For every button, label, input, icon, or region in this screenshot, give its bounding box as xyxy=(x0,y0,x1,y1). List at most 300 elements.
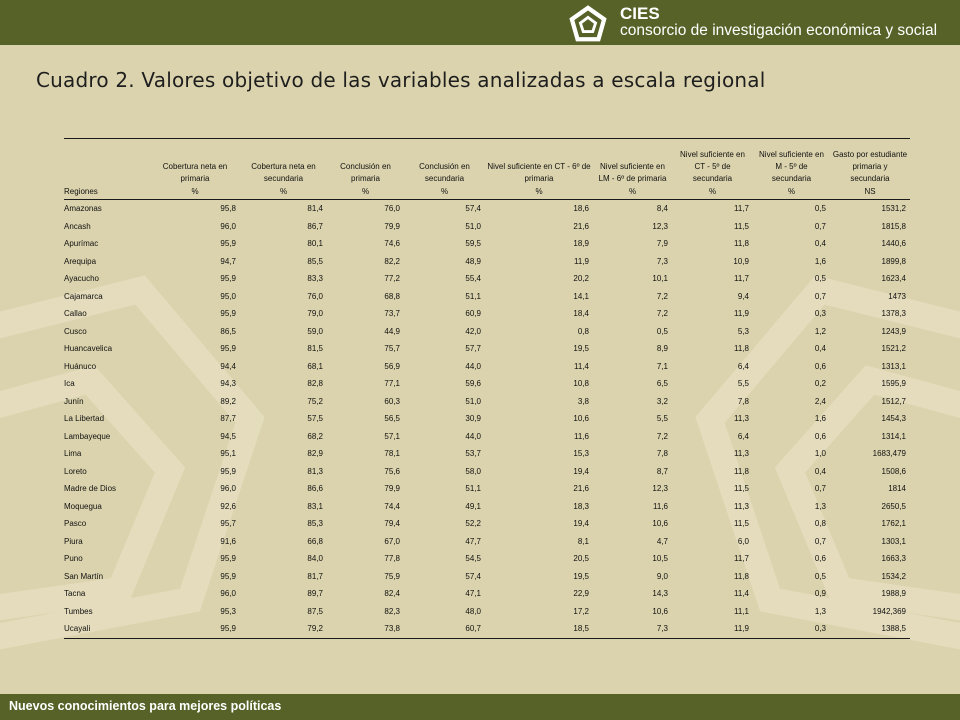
value-cell: 75,7 xyxy=(384,344,400,353)
value-cell: 57,5 xyxy=(307,414,323,423)
region-name-cell: San Martín xyxy=(64,571,104,581)
table-row xyxy=(64,515,910,533)
table-row xyxy=(64,323,910,341)
table-row xyxy=(64,358,910,376)
table-row xyxy=(64,620,910,638)
value-cell: 6,5 xyxy=(656,379,668,388)
value-cell: 15,3 xyxy=(573,449,589,458)
value-cell: 14,1 xyxy=(573,291,589,301)
value-cell: 57,4 xyxy=(465,571,481,581)
unit-cell: NS xyxy=(830,187,910,200)
value-cell: 44,0 xyxy=(465,361,481,371)
value-cell: 47,7 xyxy=(465,536,481,546)
value-cell: 12,3 xyxy=(652,484,668,493)
value-cell: 60,9 xyxy=(465,309,481,318)
value-cell: 17,2 xyxy=(573,606,589,616)
value-cell: 1512,7 xyxy=(881,396,906,406)
value-cell: 1521,2 xyxy=(881,344,906,353)
region-name-cell: Ancash xyxy=(64,221,91,231)
value-cell: 1531,2 xyxy=(881,204,906,213)
value-cell: 67,0 xyxy=(384,536,400,546)
footer-tagline: Nuevos conocimientos para mejores políticas xyxy=(9,699,282,713)
value-cell: 8,4 xyxy=(656,204,668,213)
region-name-cell: Ayacucho xyxy=(64,274,99,283)
table-row xyxy=(64,480,910,498)
value-cell: 82,9 xyxy=(307,449,323,458)
value-cell: 48,9 xyxy=(465,256,481,266)
value-cell: 68,2 xyxy=(307,431,323,441)
value-cell: 6,0 xyxy=(737,536,749,546)
value-cell: 6,4 xyxy=(737,361,749,371)
value-cell: 2650,5 xyxy=(881,501,906,511)
table-row xyxy=(64,253,910,271)
value-cell: 10,6 xyxy=(652,519,668,528)
value-cell: 94,3 xyxy=(220,379,236,388)
table-row xyxy=(64,218,910,236)
value-cell: 59,0 xyxy=(307,326,323,336)
table-row xyxy=(64,445,910,463)
value-cell: 7,3 xyxy=(593,620,672,638)
value-cell: 58,0 xyxy=(465,466,481,476)
region-name-cell: Arequipa xyxy=(64,256,97,266)
header-cell: Nivel suficiente en LM - 6º de primaria xyxy=(598,162,667,183)
value-cell: 0,5 xyxy=(656,326,668,336)
value-cell: 1595,9 xyxy=(881,379,906,388)
region-name-cell: Cajamarca xyxy=(64,291,103,301)
value-cell: 95,9 xyxy=(220,554,236,563)
value-cell: 57,7 xyxy=(465,344,481,353)
value-cell: 1,6 xyxy=(814,256,826,266)
value-cell: 77,1 xyxy=(384,379,400,388)
column-header-row xyxy=(64,149,910,187)
header-bar xyxy=(0,0,960,45)
region-name-cell: Ucayali xyxy=(64,620,150,638)
value-cell: 1314,1 xyxy=(881,431,906,441)
unit-cell: % xyxy=(327,187,404,200)
region-name-cell: Huancavelica xyxy=(64,344,113,353)
value-cell: 18,6 xyxy=(573,204,589,213)
value-cell: 11,4 xyxy=(574,361,589,371)
value-cell: 95,9 xyxy=(220,344,236,353)
value-cell: 1815,8 xyxy=(881,221,906,231)
value-cell: 11,5 xyxy=(734,519,749,528)
value-cell: 18,3 xyxy=(573,501,589,511)
region-name-cell: Amazonas xyxy=(64,204,102,213)
value-cell: 0,5 xyxy=(814,571,826,581)
header-cell: Nivel suficiente en CT - 6º de primaria xyxy=(487,162,591,183)
value-cell: 95,9 xyxy=(150,620,240,638)
value-cell: 1623,4 xyxy=(881,274,906,283)
value-cell: 94,7 xyxy=(220,256,236,266)
value-cell: 11,8 xyxy=(734,239,749,248)
value-cell: 79,9 xyxy=(384,484,400,493)
value-cell: 94,4 xyxy=(220,361,236,371)
value-cell: 11,7 xyxy=(734,554,749,563)
value-cell: 9,0 xyxy=(656,571,668,581)
value-cell: 3,2 xyxy=(656,396,668,406)
value-cell: 18,9 xyxy=(573,239,589,248)
region-name-cell: Tacna xyxy=(64,589,86,598)
value-cell: 11,7 xyxy=(734,204,749,213)
table-top-rule xyxy=(64,138,910,139)
header-cell: Nivel suficiente en M - 5º de secundaria xyxy=(759,150,824,183)
value-cell: 73,7 xyxy=(384,309,400,318)
table-row xyxy=(64,270,910,288)
value-cell: 52,2 xyxy=(465,519,481,528)
footer-bar xyxy=(0,694,960,720)
value-cell: 79,4 xyxy=(384,519,400,528)
value-cell: 68,1 xyxy=(307,361,323,371)
value-cell: 19,4 xyxy=(573,466,589,476)
value-cell: 1508,6 xyxy=(881,466,906,476)
value-cell: 0,6 xyxy=(814,554,826,563)
value-cell: 1454,3 xyxy=(881,414,906,423)
value-cell: 76,0 xyxy=(384,204,400,213)
value-cell: 19,5 xyxy=(573,571,589,581)
region-name-cell: Piura xyxy=(64,536,83,546)
value-cell: 8,7 xyxy=(656,466,668,476)
value-cell: 0,4 xyxy=(814,466,826,476)
value-cell: 1378,3 xyxy=(881,309,906,318)
header-cell: Conclusión en primaria xyxy=(340,162,391,183)
value-cell: 0,8 xyxy=(814,519,826,528)
value-cell: 53,7 xyxy=(465,449,481,458)
value-cell: 0,7 xyxy=(814,291,826,301)
value-cell: 18,5 xyxy=(485,620,593,638)
value-cell: 4,7 xyxy=(656,536,668,546)
value-cell: 8,9 xyxy=(656,344,668,353)
value-cell: 10,5 xyxy=(652,554,668,563)
region-name-cell: Apurímac xyxy=(64,239,99,248)
value-cell: 11,9 xyxy=(574,256,589,266)
value-cell: 20,5 xyxy=(573,554,589,563)
value-cell: 1,0 xyxy=(814,449,826,458)
value-cell: 81,3 xyxy=(307,466,323,476)
value-cell: 95,3 xyxy=(220,606,236,616)
value-cell: 59,6 xyxy=(465,379,481,388)
table-row xyxy=(64,585,910,603)
value-cell: 68,8 xyxy=(384,291,400,301)
table-row xyxy=(64,568,910,586)
value-cell: 1942,369 xyxy=(872,606,906,616)
table-body xyxy=(64,200,910,639)
header-cell: Nivel suficiente en CT - 5º de secundaria xyxy=(680,150,745,183)
value-cell: 0,7 xyxy=(814,221,826,231)
regional-targets-table xyxy=(64,149,910,639)
value-cell: 95,1 xyxy=(220,449,236,458)
value-cell: 30,9 xyxy=(465,414,481,423)
value-cell: 44,9 xyxy=(384,326,400,336)
value-cell: 1814 xyxy=(888,484,906,493)
region-name-cell: La Libertad xyxy=(64,414,105,423)
table-row xyxy=(64,410,910,428)
table-row xyxy=(64,428,910,446)
pentagon-logo-icon xyxy=(569,5,607,43)
table-row xyxy=(64,340,910,358)
value-cell: 89,2 xyxy=(220,396,236,406)
value-cell: 77,8 xyxy=(384,554,400,563)
value-cell: 5,5 xyxy=(737,379,749,388)
unit-cell: % xyxy=(240,187,327,200)
value-cell: 19,4 xyxy=(573,519,589,528)
value-cell: 1988,9 xyxy=(881,589,906,598)
value-cell: 81,7 xyxy=(307,571,323,581)
region-name-cell: Huánuco xyxy=(64,361,97,371)
value-cell: 75,2 xyxy=(307,396,323,406)
value-cell: 0,3 xyxy=(753,620,830,638)
value-cell: 11,7 xyxy=(734,274,749,283)
value-cell: 22,9 xyxy=(573,589,589,598)
value-cell: 56,5 xyxy=(384,414,400,423)
unit-cell: % xyxy=(404,187,485,200)
value-cell: 11,9 xyxy=(734,309,749,318)
value-cell: 49,1 xyxy=(465,501,481,511)
value-cell: 1440,6 xyxy=(881,239,906,248)
value-cell: 10,6 xyxy=(652,606,668,616)
value-cell: 19,5 xyxy=(573,344,589,353)
header-cell: Cobertura neta en primaria xyxy=(162,162,228,183)
value-cell: 51,1 xyxy=(465,484,481,493)
value-cell: 96,0 xyxy=(220,484,236,493)
value-cell: 11,3 xyxy=(734,414,749,423)
value-cell: 11,8 xyxy=(734,466,749,476)
table-row xyxy=(64,393,910,411)
value-cell: 1473 xyxy=(888,291,906,301)
value-cell: 74,6 xyxy=(384,239,400,248)
value-cell: 95,8 xyxy=(220,204,236,213)
value-cell: 11,4 xyxy=(734,589,749,598)
value-cell: 59,5 xyxy=(465,239,481,248)
value-cell: 0,4 xyxy=(814,344,826,353)
value-cell: 95,9 xyxy=(220,466,236,476)
value-cell: 1303,1 xyxy=(881,536,906,546)
region-name-cell: Lima xyxy=(64,449,82,458)
value-cell: 10,9 xyxy=(733,256,749,266)
value-cell: 0,6 xyxy=(814,431,826,441)
value-cell: 89,7 xyxy=(307,589,323,598)
value-cell: 57,1 xyxy=(384,431,400,441)
value-cell: 0,8 xyxy=(577,326,589,336)
value-cell: 8,1 xyxy=(577,536,589,546)
value-cell: 95,9 xyxy=(220,239,236,248)
table-row xyxy=(64,533,910,551)
value-cell: 51,0 xyxy=(465,396,481,406)
value-cell: 82,4 xyxy=(384,589,400,598)
region-name-cell: Tumbes xyxy=(64,606,93,616)
value-cell: 80,1 xyxy=(307,239,323,248)
unit-cell: % xyxy=(672,187,753,200)
value-cell: 57,4 xyxy=(465,204,481,213)
value-cell: 6,4 xyxy=(737,431,749,441)
header-cell-blank xyxy=(64,149,150,187)
table-row xyxy=(64,235,910,253)
region-header-cell: Regiones xyxy=(64,187,150,200)
value-cell: 7,1 xyxy=(656,361,668,371)
value-cell: 1,3 xyxy=(814,501,826,511)
value-cell: 82,2 xyxy=(384,256,400,266)
value-cell: 79,2 xyxy=(240,620,327,638)
unit-cell: % xyxy=(593,187,672,200)
value-cell: 82,3 xyxy=(384,606,400,616)
value-cell: 0,7 xyxy=(814,484,826,493)
value-cell: 75,6 xyxy=(384,466,400,476)
value-cell: 11,3 xyxy=(734,501,749,511)
value-cell: 0,5 xyxy=(814,274,826,283)
value-cell: 66,8 xyxy=(307,536,323,546)
table-row xyxy=(64,603,910,621)
value-cell: 11,3 xyxy=(734,449,749,458)
value-cell: 0,9 xyxy=(814,589,826,598)
value-cell: 51,0 xyxy=(465,221,481,231)
region-name-cell: Moquegua xyxy=(64,501,102,511)
value-cell: 86,5 xyxy=(220,326,236,336)
header-cell: Gasto por estudiante primaria y secundaria xyxy=(832,150,908,183)
value-cell: 7,2 xyxy=(656,291,668,301)
value-cell: 96,0 xyxy=(220,589,236,598)
value-cell: 81,5 xyxy=(307,344,323,353)
slide-title: Cuadro 2. Valores objetivo de las variables analizadas a escala regional xyxy=(36,68,766,92)
value-cell: 91,6 xyxy=(220,536,236,546)
value-cell: 95,9 xyxy=(220,274,236,283)
value-cell: 5,3 xyxy=(737,326,749,336)
value-cell: 1,6 xyxy=(814,414,826,423)
value-cell: 2,4 xyxy=(814,396,826,406)
value-cell: 11,6 xyxy=(574,431,589,441)
value-cell: 14,3 xyxy=(652,589,668,598)
value-cell: 1388,5 xyxy=(830,620,910,638)
table-row xyxy=(64,463,910,481)
region-name-cell: Ica xyxy=(64,379,75,388)
region-name-cell: Cusco xyxy=(64,326,87,336)
value-cell: 1243,9 xyxy=(881,326,906,336)
value-cell: 76,0 xyxy=(307,291,323,301)
value-cell: 11,8 xyxy=(734,344,749,353)
value-cell: 10,8 xyxy=(573,379,589,388)
region-name-cell: Madre de Dios xyxy=(64,484,117,493)
value-cell: 54,5 xyxy=(465,554,481,563)
value-cell: 94,5 xyxy=(220,431,236,441)
value-cell: 0,6 xyxy=(814,361,826,371)
value-cell: 79,0 xyxy=(307,309,323,318)
value-cell: 11,9 xyxy=(672,620,753,638)
value-cell: 11,6 xyxy=(653,501,668,511)
region-name-cell: Junín xyxy=(64,396,84,406)
table-row xyxy=(64,498,910,516)
value-cell: 1313,1 xyxy=(881,361,906,371)
value-cell: 5,5 xyxy=(656,414,668,423)
value-cell: 7,8 xyxy=(656,449,668,458)
value-cell: 56,9 xyxy=(384,361,400,371)
value-cell: 75,9 xyxy=(384,571,400,581)
table-row xyxy=(64,305,910,323)
value-cell: 7,3 xyxy=(656,256,668,266)
value-cell: 0,2 xyxy=(814,379,826,388)
value-cell: 60,7 xyxy=(404,620,485,638)
value-cell: 95,7 xyxy=(220,519,236,528)
value-cell: 83,1 xyxy=(307,501,323,511)
value-cell: 81,4 xyxy=(307,204,323,213)
table-row xyxy=(64,200,910,218)
unit-cell: % xyxy=(753,187,830,200)
unit-cell: % xyxy=(485,187,593,200)
value-cell: 95,9 xyxy=(220,571,236,581)
value-cell: 1534,2 xyxy=(881,571,906,581)
value-cell: 44,0 xyxy=(465,431,481,441)
value-cell: 95,9 xyxy=(220,309,236,318)
value-cell: 85,5 xyxy=(307,256,323,266)
value-cell: 95,0 xyxy=(220,291,236,301)
value-cell: 87,5 xyxy=(307,606,323,616)
value-cell: 1899,8 xyxy=(881,256,906,266)
value-cell: 74,4 xyxy=(384,501,400,511)
region-name-cell: Lambayeque xyxy=(64,431,111,441)
value-cell: 1683,479 xyxy=(872,449,906,458)
value-cell: 82,8 xyxy=(307,379,323,388)
value-cell: 83,3 xyxy=(307,274,323,283)
value-cell: 85,3 xyxy=(307,519,323,528)
value-cell: 7,2 xyxy=(656,309,668,318)
value-cell: 11,5 xyxy=(734,484,749,493)
value-cell: 79,9 xyxy=(384,221,400,231)
value-cell: 0,7 xyxy=(814,536,826,546)
value-cell: 7,8 xyxy=(737,396,749,406)
value-cell: 0,5 xyxy=(814,204,826,213)
value-cell: 7,2 xyxy=(656,431,668,441)
value-cell: 11,1 xyxy=(734,606,749,616)
value-cell: 96,0 xyxy=(220,221,236,231)
value-cell: 7,9 xyxy=(656,239,668,248)
value-cell: 86,6 xyxy=(307,484,323,493)
value-cell: 84,0 xyxy=(307,554,323,563)
value-cell: 78,1 xyxy=(384,449,400,458)
table-row xyxy=(64,375,910,393)
value-cell: 55,4 xyxy=(465,274,481,283)
value-cell: 1663,3 xyxy=(881,554,906,563)
data-table-container xyxy=(64,138,910,639)
value-cell: 9,4 xyxy=(737,291,749,301)
value-cell: 87,7 xyxy=(220,414,236,423)
value-cell: 47,1 xyxy=(465,589,481,598)
value-cell: 0,3 xyxy=(814,309,826,318)
value-cell: 51,1 xyxy=(465,291,481,301)
table-row xyxy=(64,550,910,568)
region-name-cell: Loreto xyxy=(64,466,87,476)
value-cell: 11,8 xyxy=(734,571,749,581)
units-row xyxy=(64,187,910,200)
brand-name: CIES xyxy=(620,4,660,23)
value-cell: 86,7 xyxy=(307,221,323,231)
value-cell: 21,6 xyxy=(573,484,589,493)
region-name-cell: Puno xyxy=(64,554,83,563)
value-cell: 77,2 xyxy=(384,274,400,283)
value-cell: 11,5 xyxy=(734,221,749,231)
value-cell: 10,6 xyxy=(573,414,589,423)
value-cell: 10,1 xyxy=(652,274,668,283)
value-cell: 20,2 xyxy=(573,274,589,283)
region-name-cell: Pasco xyxy=(64,519,87,528)
value-cell: 3,8 xyxy=(577,396,589,406)
value-cell: 12,3 xyxy=(652,221,668,231)
header-cell: Conclusión en secundaria xyxy=(419,162,470,183)
brand-tagline: consorcio de investigación económica y social xyxy=(620,22,938,39)
value-cell: 0,4 xyxy=(814,239,826,248)
value-cell: 21,6 xyxy=(573,221,589,231)
value-cell: 42,0 xyxy=(465,326,481,336)
value-cell: 60,3 xyxy=(384,396,400,406)
value-cell: 18,4 xyxy=(573,309,589,318)
value-cell: 92,6 xyxy=(220,501,236,511)
table-row xyxy=(64,288,910,306)
